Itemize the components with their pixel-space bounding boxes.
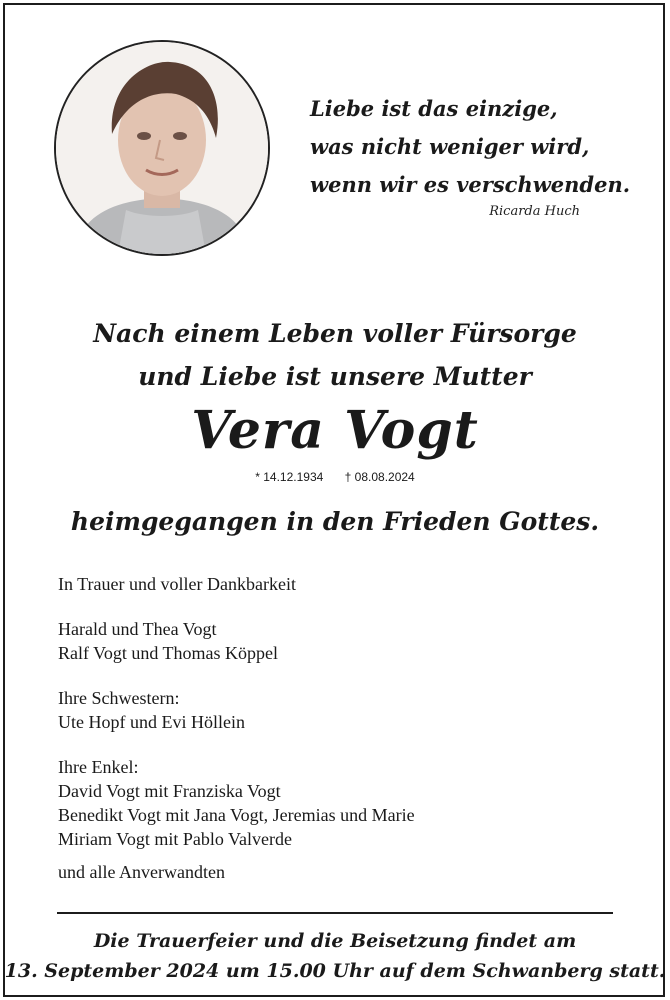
mourner-line: Harald und Thea Vogt	[58, 619, 217, 639]
sisters-group	[58, 686, 578, 734]
quote-line: was nicht weniger wird,	[310, 134, 590, 159]
intro-line: und Liebe ist unsere Mutter	[138, 362, 532, 391]
mourner-line: Benedikt Vogt mit Jana Vogt, Jeremias und Marie	[58, 805, 415, 825]
portrait-photo	[54, 40, 270, 256]
deceased-name: Vera Vogt	[191, 400, 479, 461]
mourners-list	[58, 572, 578, 884]
quote	[310, 90, 631, 204]
mourners-intro-group	[58, 572, 578, 596]
quote-line: Liebe ist das einzige,	[310, 96, 558, 121]
intro-text	[0, 312, 670, 398]
life-dates	[0, 470, 670, 484]
children-group	[58, 617, 578, 665]
closing-group	[58, 860, 578, 884]
mourner-line: Miriam Vogt mit Pablo Valverde	[58, 829, 292, 849]
service-info	[0, 926, 670, 986]
service-line: Die Trauerfeier und die Beisetzung findet am	[93, 930, 577, 952]
grandchildren-label: Ihre Enkel:	[58, 757, 139, 777]
outro-text: heimgegangen in den Frieden Gottes.	[70, 507, 600, 536]
intro-line: Nach einem Leben voller Fürsorge	[93, 319, 577, 348]
sisters-label: Ihre Schwestern:	[58, 688, 180, 708]
birth-date: * 14.12.1934	[255, 470, 324, 484]
death-date: † 08.08.2024	[344, 470, 415, 484]
grandchildren-group	[58, 755, 578, 851]
portrait-image	[56, 42, 268, 254]
quote-author: Ricarda Huch	[489, 204, 580, 219]
mourners-closing: und alle Anverwandten	[58, 862, 225, 882]
mourners-intro: In Trauer und voller Dankbarkeit	[58, 574, 296, 594]
mourner-line: Ralf Vogt und Thomas Köppel	[58, 643, 278, 663]
mourner-line: David Vogt mit Franziska Vogt	[58, 781, 281, 801]
divider	[57, 912, 613, 914]
quote-line: wenn wir es verschwenden.	[310, 172, 631, 197]
service-line: 13. September 2024 um 15.00 Uhr auf dem Schwanberg statt.	[4, 960, 666, 982]
mourner-line: Ute Hopf und Evi Höllein	[58, 712, 245, 732]
